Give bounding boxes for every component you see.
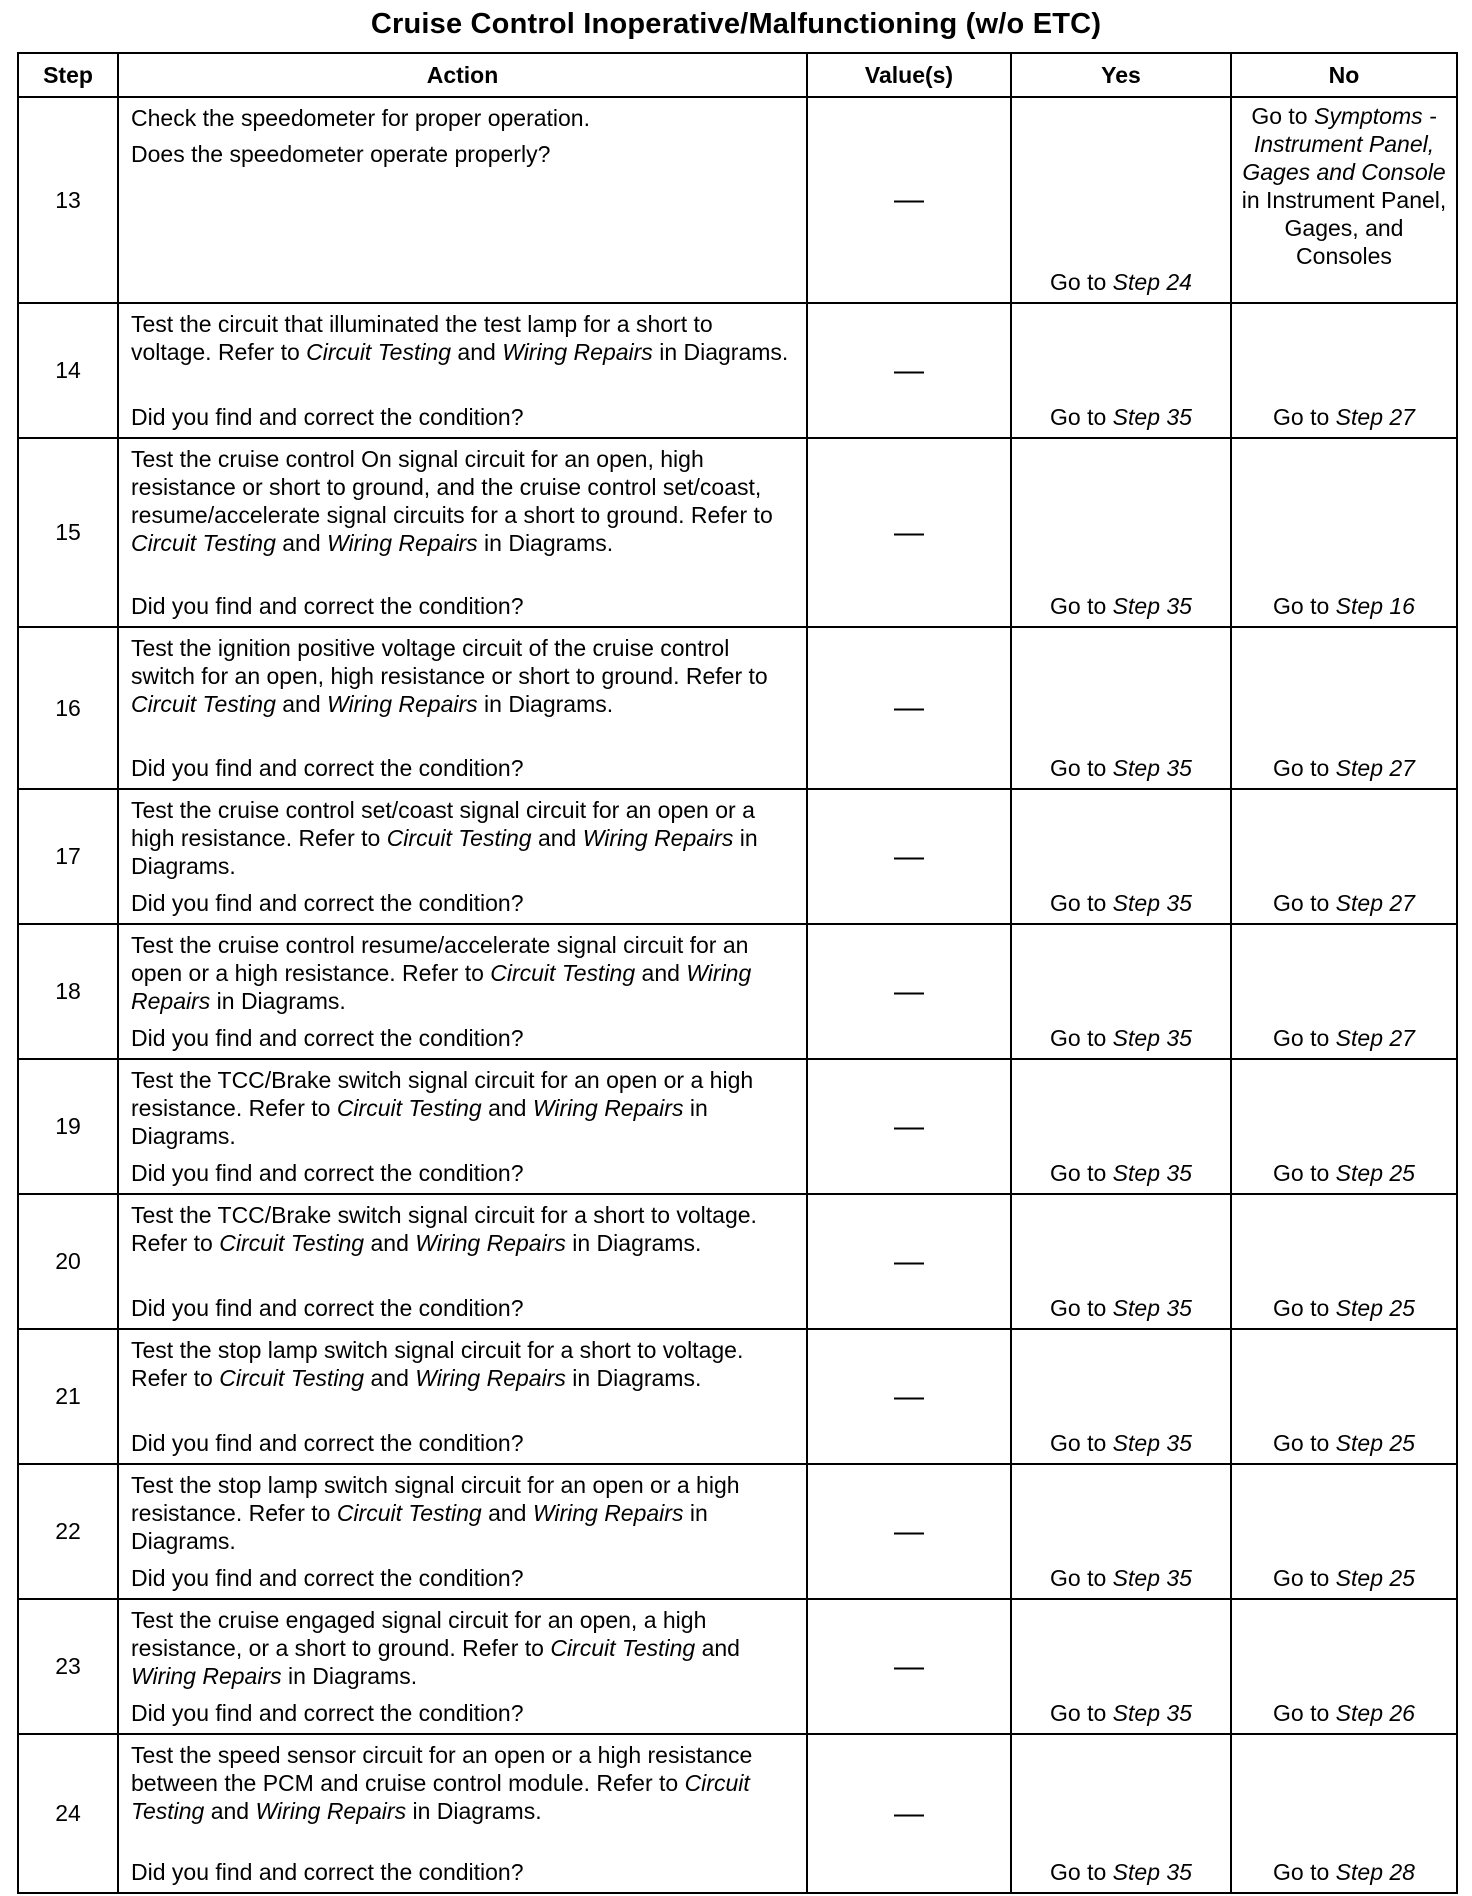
circuit-testing-ref: Circuit Testing <box>219 1365 365 1391</box>
table-row <box>18 1599 1457 1734</box>
table-row <box>18 438 1457 627</box>
action-text <box>131 1606 798 1690</box>
yes-prefix: Go to <box>1050 269 1113 295</box>
wiring-repairs-ref: Wiring Repairs <box>532 1095 684 1121</box>
circuit-testing-ref: Circuit Testing <box>550 1635 696 1661</box>
yes-prefix: Go to <box>1050 755 1113 781</box>
table-row <box>18 97 1457 303</box>
yes-cell <box>1011 924 1231 1059</box>
no-link[interactable]: Step 25 <box>1335 1430 1415 1456</box>
yes-prefix: Go to <box>1050 890 1113 916</box>
yes-link[interactable]: Step 35 <box>1112 1430 1192 1456</box>
no-link[interactable]: Step 28 <box>1335 1859 1415 1885</box>
action-text <box>131 1066 798 1150</box>
table-row <box>18 1329 1457 1464</box>
action-cell <box>118 1329 807 1464</box>
action-cell <box>118 789 807 924</box>
yes-prefix: Go to <box>1050 1430 1113 1456</box>
no-cell <box>1231 1599 1457 1734</box>
action-question: Did you find and correct the condition? <box>131 1700 524 1726</box>
action-text-mid: and <box>204 1798 256 1824</box>
yes-link[interactable]: Step 35 <box>1112 1025 1192 1051</box>
value-cell: — <box>807 1059 1011 1194</box>
no-link[interactable]: Step 25 <box>1335 1565 1415 1591</box>
wiring-repairs-ref: Wiring Repairs <box>415 1365 566 1391</box>
action-text-end: in Diagrams. <box>565 1365 702 1391</box>
action-text-mid: and <box>451 339 503 365</box>
no-prefix: Go to <box>1273 1025 1336 1051</box>
action-text-start: Test the cruise control On signal circuit for an open, high resistance or short to ground, and the cruise control set/coast, resume/accelerate signal circuits for a short to ground. Refer to <box>131 446 773 528</box>
wiring-repairs-ref: Wiring Repairs <box>131 960 752 1014</box>
action-text-end: in Diagrams. <box>131 1500 708 1554</box>
page-title: Cruise Control Inoperative/Malfunctioning (w/o ETC) <box>370 8 1102 40</box>
no-link[interactable]: Step 16 <box>1335 593 1415 619</box>
col-header-values: Value(s) <box>807 53 1011 97</box>
yes-prefix: Go to <box>1050 1295 1113 1321</box>
circuit-testing-ref: Circuit Testing <box>336 1095 482 1121</box>
action-text-end: in Diagrams. <box>406 1798 542 1824</box>
no-cell <box>1231 438 1457 627</box>
action-text <box>131 1201 798 1257</box>
wiring-repairs-ref: Wiring Repairs <box>532 1500 684 1526</box>
yes-link[interactable]: Step 35 <box>1112 890 1192 916</box>
action-question: Did you find and correct the condition? <box>131 1160 524 1186</box>
value-cell: — <box>807 303 1011 438</box>
action-text-start: Test the TCC/Brake switch signal circuit for a short to voltage. Refer to <box>131 1202 757 1256</box>
step-number: 15 <box>18 438 118 627</box>
action-text-mid: and <box>275 530 328 556</box>
action-text <box>131 1336 798 1392</box>
circuit-testing-ref: Circuit Testing <box>336 1500 482 1526</box>
circuit-testing-ref: Circuit Testing <box>131 691 276 717</box>
circuit-testing-ref: Circuit Testing <box>131 530 276 556</box>
action-text <box>131 1471 798 1555</box>
no-link[interactable]: Symptoms - Instrument Panel, Gages and Console <box>1242 103 1446 185</box>
yes-link[interactable]: Step 35 <box>1112 593 1192 619</box>
action-text-mid: and <box>531 825 583 851</box>
action-text-end: in Diagrams. <box>210 988 346 1014</box>
action-text-start: Test the cruise control resume/accelerate signal circuit for an open or a high resistance. Refer to <box>131 932 749 986</box>
wiring-repairs-ref: Wiring Repairs <box>502 339 653 365</box>
no-prefix: Go to <box>1273 1700 1336 1726</box>
action-text-start: Test the ignition positive voltage circuit of the cruise control switch for an open, high resistance or short to ground. Refer to <box>131 635 768 689</box>
no-prefix: Go to <box>1273 1295 1336 1321</box>
action-text-start: Test the cruise engaged signal circuit for an open, a high resistance, or a short to ground. Refer to <box>131 1607 707 1661</box>
yes-link[interactable]: Step 35 <box>1112 1700 1192 1726</box>
no-cell <box>1231 627 1457 789</box>
action-text <box>131 1741 798 1825</box>
table-row <box>18 1194 1457 1329</box>
no-cell <box>1231 1464 1457 1599</box>
action-question: Did you find and correct the condition? <box>131 593 524 619</box>
no-prefix: Go to <box>1273 890 1336 916</box>
table-row <box>18 1059 1457 1194</box>
action-question: Did you find and correct the condition? <box>131 890 524 916</box>
wiring-repairs-ref: Wiring Repairs <box>255 1798 407 1824</box>
action-text-end: in Diagrams. <box>281 1663 418 1689</box>
table-row <box>18 1464 1457 1599</box>
action-text-mid: and <box>364 1365 416 1391</box>
wiring-repairs-ref: Wiring Repairs <box>327 691 478 717</box>
no-link[interactable]: Step 27 <box>1335 1025 1415 1051</box>
table-row <box>18 303 1457 438</box>
yes-cell <box>1011 1464 1231 1599</box>
circuit-testing-ref: Circuit Testing <box>219 1230 365 1256</box>
no-cell <box>1231 97 1457 303</box>
table-row <box>18 789 1457 924</box>
action-text-end: in Diagrams. <box>565 1230 702 1256</box>
value-cell: — <box>807 1194 1011 1329</box>
no-prefix: Go to <box>1251 103 1314 129</box>
no-link[interactable]: Step 25 <box>1335 1295 1415 1321</box>
action-cell <box>118 1599 807 1734</box>
action-cell <box>118 303 807 438</box>
step-number: 18 <box>18 924 118 1059</box>
action-text <box>131 445 798 557</box>
yes-cell <box>1011 627 1231 789</box>
no-cell <box>1231 789 1457 924</box>
yes-link[interactable]: Step 24 <box>1112 269 1192 295</box>
wiring-repairs-ref: Wiring Repairs <box>415 1230 566 1256</box>
wiring-repairs-ref: Wiring Repairs <box>582 825 734 851</box>
yes-cell <box>1011 1599 1231 1734</box>
circuit-testing-ref: Circuit Testing <box>306 339 452 365</box>
action-cell <box>118 924 807 1059</box>
action-text-start: Test the circuit that illuminated the test lamp for a short to voltage. Refer to <box>131 311 713 365</box>
diagnostic-table <box>17 52 1458 1894</box>
action-text-start: Test the stop lamp switch signal circuit for a short to voltage. Refer to <box>131 1337 744 1391</box>
col-header-step: Step <box>18 53 118 97</box>
yes-link[interactable]: Step 35 <box>1112 404 1192 430</box>
no-prefix: Go to <box>1273 404 1336 430</box>
yes-cell <box>1011 1734 1231 1893</box>
action-text <box>131 796 798 880</box>
action-text-end: in Diagrams. <box>477 691 614 717</box>
action-text <box>131 310 798 366</box>
action-text-start: Test the cruise control set/coast signal circuit for an open or a high resistance. Refer to <box>131 797 755 851</box>
step-number: 14 <box>18 303 118 438</box>
table-row <box>18 627 1457 789</box>
yes-link[interactable]: Step 35 <box>1112 755 1192 781</box>
action-cell <box>118 627 807 789</box>
value-cell: — <box>807 438 1011 627</box>
wiring-repairs-ref: Wiring Repairs <box>131 1663 282 1689</box>
yes-cell <box>1011 1194 1231 1329</box>
wiring-repairs-ref: Wiring Repairs <box>327 530 478 556</box>
no-link[interactable]: Step 26 <box>1335 1700 1415 1726</box>
yes-link[interactable]: Step 35 <box>1112 1565 1192 1591</box>
yes-prefix: Go to <box>1050 593 1113 619</box>
yes-cell <box>1011 438 1231 627</box>
no-suffix: in Instrument Panel, Gages, and Consoles <box>1241 187 1447 269</box>
no-cell <box>1231 1734 1457 1893</box>
action-text-end: in Diagrams. <box>477 530 614 556</box>
no-prefix: Go to <box>1273 755 1336 781</box>
step-number: 16 <box>18 627 118 789</box>
yes-cell <box>1011 1059 1231 1194</box>
no-link[interactable]: Step 27 <box>1335 890 1415 916</box>
no-link[interactable]: Step 27 <box>1335 404 1415 430</box>
step-number: 17 <box>18 789 118 924</box>
action-text-start: Test the speed sensor circuit for an open or a high resistance between the PCM and cruise control module. Refer to <box>131 1742 753 1796</box>
no-prefix: Go to <box>1273 1430 1336 1456</box>
action-cell <box>118 1194 807 1329</box>
col-header-no: No <box>1231 53 1457 97</box>
yes-prefix: Go to <box>1050 1565 1113 1591</box>
action-question: Did you find and correct the condition? <box>131 755 524 781</box>
value-cell: — <box>807 1329 1011 1464</box>
action-text <box>131 931 798 1015</box>
no-prefix: Go to <box>1273 593 1336 619</box>
yes-prefix: Go to <box>1050 1859 1113 1885</box>
action-text-mid: and <box>481 1095 533 1121</box>
value-cell: — <box>807 97 1011 303</box>
action-cell <box>118 438 807 627</box>
action-question: Did you find and correct the condition? <box>131 1565 524 1591</box>
step-number: 22 <box>18 1464 118 1599</box>
action-text <box>131 634 798 718</box>
circuit-testing-ref: Circuit Testing <box>131 1770 750 1824</box>
action-text-mid: and <box>635 960 687 986</box>
value-cell: — <box>807 789 1011 924</box>
action-text-start: Test the stop lamp switch signal circuit for an open or a high resistance. Refer to <box>131 1472 740 1526</box>
col-header-action: Action <box>118 53 807 97</box>
action-question: Did you find and correct the condition? <box>131 1295 524 1321</box>
yes-cell <box>1011 97 1231 303</box>
no-cell <box>1231 1194 1457 1329</box>
no-link[interactable]: Step 27 <box>1335 755 1415 781</box>
no-cell <box>1231 303 1457 438</box>
yes-link[interactable]: Step 35 <box>1112 1160 1192 1186</box>
action-cell <box>118 1464 807 1599</box>
value-cell: — <box>807 924 1011 1059</box>
step-number: 20 <box>18 1194 118 1329</box>
action-question: Did you find and correct the condition? <box>131 404 524 430</box>
yes-link[interactable]: Step 35 <box>1112 1295 1192 1321</box>
action-question: Did you find and correct the condition? <box>131 1859 524 1885</box>
table-row <box>18 1734 1457 1893</box>
action-text-end: in Diagrams. <box>652 339 789 365</box>
yes-cell <box>1011 1329 1231 1464</box>
circuit-testing-ref: Circuit Testing <box>490 960 636 986</box>
action-text-end: in Diagrams. <box>131 825 758 879</box>
value-cell: — <box>807 1599 1011 1734</box>
no-cell <box>1231 1329 1457 1464</box>
step-number: 24 <box>18 1734 118 1893</box>
yes-cell <box>1011 789 1231 924</box>
action-text-end: in Diagrams. <box>131 1095 708 1149</box>
step-number: 21 <box>18 1329 118 1464</box>
action-question: Does the speedometer operate properly? <box>131 141 551 167</box>
no-prefix: Go to <box>1273 1160 1336 1186</box>
action-cell <box>118 97 807 303</box>
no-prefix: Go to <box>1273 1859 1336 1885</box>
action-text-mid: and <box>275 691 328 717</box>
action-text-mid: and <box>481 1500 533 1526</box>
yes-cell <box>1011 303 1231 438</box>
yes-prefix: Go to <box>1050 1025 1113 1051</box>
yes-link[interactable]: Step 35 <box>1112 1859 1192 1885</box>
yes-prefix: Go to <box>1050 1160 1113 1186</box>
step-number: 23 <box>18 1599 118 1734</box>
action-question: Did you find and correct the condition? <box>131 1025 524 1051</box>
step-number: 13 <box>18 97 118 303</box>
action-cell <box>118 1059 807 1194</box>
value-cell: — <box>807 1464 1011 1599</box>
no-cell <box>1231 1059 1457 1194</box>
no-prefix: Go to <box>1273 1565 1336 1591</box>
col-header-yes: Yes <box>1011 53 1231 97</box>
value-cell: — <box>807 627 1011 789</box>
no-cell <box>1231 924 1457 1059</box>
yes-prefix: Go to <box>1050 1700 1113 1726</box>
header-row <box>18 53 1457 97</box>
action-text: Check the speedometer for proper operation. <box>131 105 590 131</box>
circuit-testing-ref: Circuit Testing <box>386 825 532 851</box>
table-row <box>18 924 1457 1059</box>
value-cell: — <box>807 1734 1011 1893</box>
action-text-start: Test the TCC/Brake switch signal circuit for an open or a high resistance. Refer to <box>131 1067 754 1121</box>
action-question: Did you find and correct the condition? <box>131 1430 524 1456</box>
action-text-mid: and <box>695 1635 740 1661</box>
action-text-mid: and <box>364 1230 416 1256</box>
no-link[interactable]: Step 25 <box>1335 1160 1415 1186</box>
action-cell <box>118 1734 807 1893</box>
yes-prefix: Go to <box>1050 404 1113 430</box>
step-number: 19 <box>18 1059 118 1194</box>
